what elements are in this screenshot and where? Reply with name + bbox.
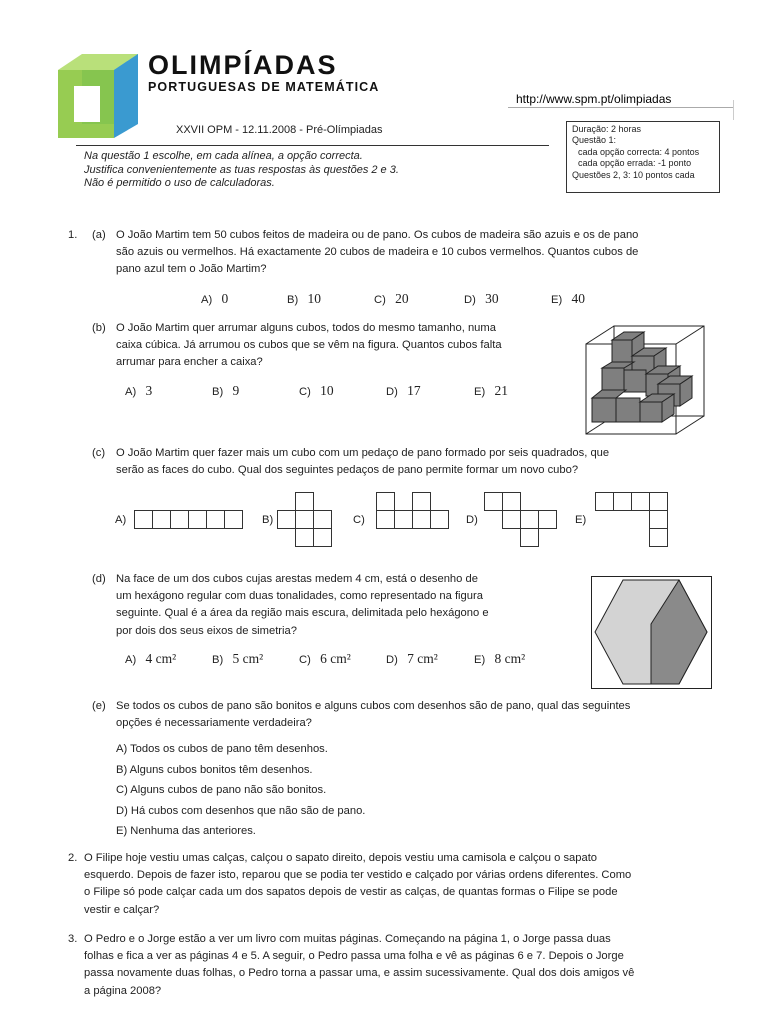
instruction-line: Justifica convenientemente as tuas respostas às questões 2 e 3.: [84, 163, 399, 176]
q1e-options: [116, 739, 365, 842]
q1b-option-c[interactable]: C) 10: [299, 383, 334, 398]
q3-line: passa novamente duas folhas, o Pedro torna a passar uma, e assim sucessivamente. Qual dos dois amigos vê: [84, 967, 635, 980]
q1a-option-a[interactable]: A) 0: [201, 291, 229, 306]
logo-title: OLIMPÍADAS: [148, 50, 338, 80]
q1b-label: (b): [92, 322, 106, 334]
url-underline: [508, 107, 734, 108]
q2-line: O Filipe hoje vestiu umas calças, calçou o sapato direito, depois vestiu uma camisola e calçou o sapato: [84, 852, 598, 864]
q1e-text: [116, 698, 716, 732]
url-side-rule: [733, 100, 734, 120]
logo-subtitle: PORTUGUESAS DE MATEMÁTICA: [148, 80, 380, 94]
q1-number: 1.: [68, 229, 78, 241]
info-correct: cada opção correcta: 4 pontos: [578, 146, 700, 157]
q1c-option-b[interactable]: B): [262, 514, 274, 526]
instructions: [84, 150, 399, 191]
q1e-option-c[interactable]: C) Alguns cubos de pano não são bonitos.: [116, 784, 327, 796]
q3-text: [84, 931, 714, 1000]
q1e-option-e[interactable]: E) Nenhuma das anteriores.: [116, 825, 256, 837]
q1e-label: (e): [92, 700, 106, 712]
q1e-option-a[interactable]: A) Todos os cubos de pano têm desenhos.: [116, 743, 328, 755]
info-wrong: cada opção errada: -1 ponto: [578, 158, 692, 169]
q1a-line: pano azul tem o João Martim?: [116, 263, 267, 276]
q1a-option-b[interactable]: B) 10: [287, 291, 322, 306]
q1d-option-d[interactable]: D) 7 cm²: [386, 651, 438, 666]
q1b-line: O João Martim quer arrumar alguns cubos, todos do mesmo tamanho, numa: [116, 322, 496, 334]
net-a-figure: [134, 510, 246, 530]
q1d-line: um hexágono regular com duas tonalidades, como representado na figura: [116, 590, 483, 603]
q1c-option-c[interactable]: C): [353, 514, 365, 526]
q1b-option-d[interactable]: D) 17: [386, 383, 421, 398]
info-q1: Questão 1:: [572, 135, 617, 146]
q2-line: vestir e calçar?: [84, 903, 160, 916]
q1e-option-d[interactable]: D) Há cubos com desenhos que não são de pano.: [116, 804, 366, 817]
q1a-line: são azuis ou vermelhos. Há exactamente 20 cubos de madeira e 10 cubos vermelhos. Quantos cubos de: [116, 246, 639, 259]
q2-text: [84, 850, 714, 919]
q1a-text: [116, 227, 716, 279]
instruction-line: Não é permitido o uso de calculadoras.: [84, 177, 275, 189]
opm-logo-icon: [56, 52, 152, 140]
q1a-option-d[interactable]: D) 30: [464, 291, 499, 306]
q1b-text: [116, 320, 566, 372]
q1d-line: por dois dos seus eixos de simetria?: [116, 624, 297, 637]
net-c-figure: [376, 492, 452, 532]
q1b-option-b[interactable]: B) 9: [212, 383, 240, 398]
q1c-label: (c): [92, 447, 106, 459]
q1e-line: Se todos os cubos de pano são bonitos e alguns cubos com desenhos são de pano, qual das seguintes: [116, 700, 631, 712]
q1b-line: caixa cúbica. Já arrumou os cubos que se vêm na figura. Quantos cubos falta: [116, 339, 502, 352]
instruction-line: Na questão 1 escolhe, em cada alínea, a opção correcta.: [84, 150, 363, 162]
q2-number: 2.: [68, 852, 78, 864]
q1d-text: [116, 571, 566, 640]
net-d-figure: [484, 492, 560, 550]
q1d-option-c[interactable]: C) 6 cm²: [299, 651, 351, 666]
q1d-option-e[interactable]: E) 8 cm²: [474, 651, 526, 666]
q1c-option-a[interactable]: A): [115, 514, 127, 526]
q3-number: 3.: [68, 933, 78, 945]
q1c-line: O João Martim quer fazer mais um cubo com um pedaço de pano formado por seis quadrados, que: [116, 447, 610, 459]
q1c-option-d[interactable]: D): [466, 514, 478, 526]
q1a-label: (a): [92, 229, 106, 241]
net-b-figure: [277, 492, 335, 550]
q1d-option-b[interactable]: B) 5 cm²: [212, 651, 264, 666]
q1a-line: O João Martim tem 50 cubos feitos de madeira ou de pano. Os cubos de madeira são azuis e os de pano: [116, 229, 639, 241]
header-rule: [76, 145, 549, 146]
q1a-option-e[interactable]: E) 40: [551, 291, 586, 306]
info-q23: Questões 2, 3: 10 pontos cada: [572, 169, 695, 180]
q3-line: O Pedro e o Jorge estão a ver um livro com muitas páginas. Começando na página 1, o Jorge passa duas: [84, 933, 611, 945]
q1d-option-a[interactable]: A) 4 cm²: [125, 651, 177, 666]
net-e-figure: [595, 492, 671, 550]
info-box: [566, 121, 720, 193]
q1b-option-a[interactable]: A) 3: [125, 383, 153, 398]
q1a-option-c[interactable]: C) 20: [374, 291, 409, 306]
q3-line: folhas e fica a ver as páginas 4 e 5. A seguir, o Pedro passa uma folha e vê as páginas 6 e 7. Depois o Jorge: [84, 950, 624, 963]
q1b-option-e[interactable]: E) 21: [474, 383, 509, 398]
q1d-line: Na face de um dos cubos cujas arestas medem 4 cm, está o desenho de: [116, 573, 478, 585]
q1c-option-e[interactable]: E): [575, 514, 587, 526]
q1e-option-b[interactable]: B) Alguns cubos bonitos têm desenhos.: [116, 763, 313, 776]
info-duration: Duração: 2 horas: [572, 124, 642, 134]
exam-headline: XXVII OPM - 12.11.2008 - Pré-Olímpiadas: [176, 124, 383, 136]
q3-line: a página 2008?: [84, 984, 162, 997]
q1c-line: serão as faces do cubo. Qual dos seguintes pedaços de pano permite formar um novo cubo?: [116, 464, 579, 477]
q2-line: esquerdo. Depois de fazer isto, reparou que se podia ter vestido e calçado por várias ordens diferentes. Como: [84, 869, 632, 882]
hexagon-figure: [591, 576, 713, 690]
site-url[interactable]: http://www.spm.pt/olimpiadas: [516, 92, 672, 106]
q1d-line: seguinte. Qual é a área da região mais escura, delimitada pelo hexágono e: [116, 607, 489, 620]
cube-box-figure: [582, 322, 710, 438]
q1c-text: [116, 445, 716, 479]
q1e-line: opções é necessariamente verdadeira?: [116, 717, 312, 730]
q2-line: o Filipe só pode calçar cada um dos sapatos depois de vestir as calças, de quantas formas o Filipe se pode: [84, 886, 618, 899]
q1b-line: arrumar para encher a caixa?: [116, 356, 263, 369]
q1d-label: (d): [92, 573, 106, 585]
